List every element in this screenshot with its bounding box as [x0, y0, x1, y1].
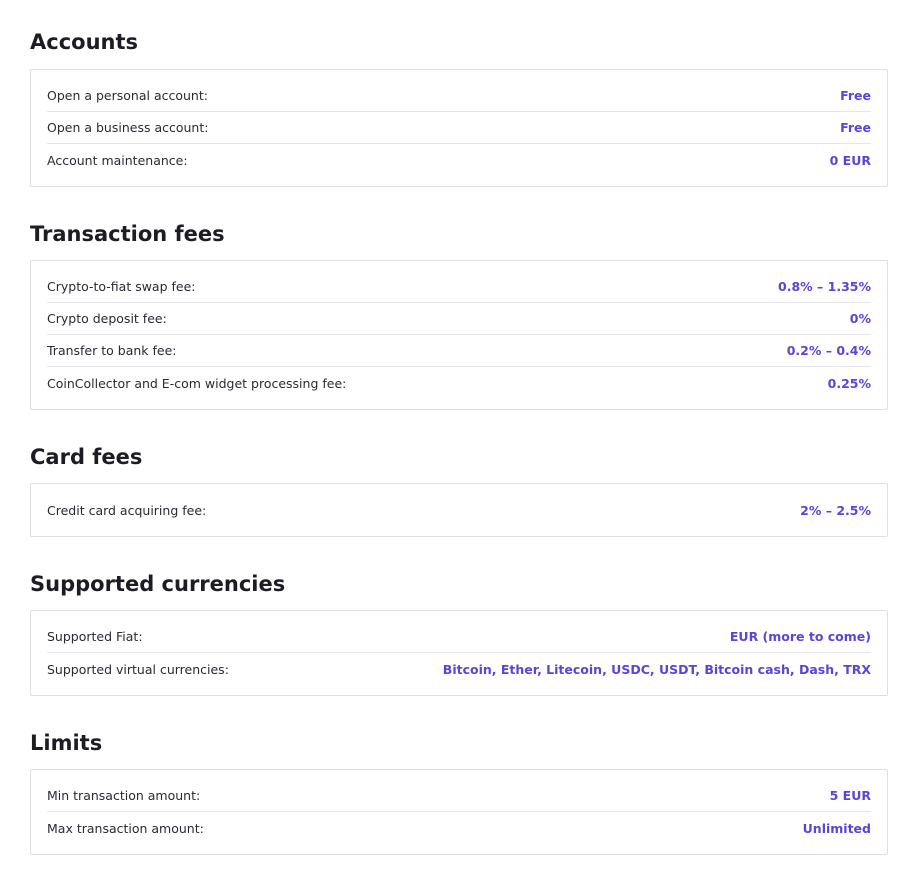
- row-value: 0 EUR: [829, 152, 871, 168]
- row-label: Max transaction amount:: [47, 820, 204, 836]
- table-row: [47, 80, 871, 112]
- fees-card: [30, 769, 888, 855]
- table-row: [47, 303, 871, 335]
- row-label: Supported Fiat:: [47, 629, 143, 644]
- row-value: 0.2% – 0.4%: [786, 343, 871, 358]
- section-title: Supported currencies: [30, 572, 286, 596]
- row-label: Credit card acquiring fee:: [47, 502, 207, 518]
- section-transaction-fees: [30, 221, 888, 391]
- table-row: [47, 621, 871, 653]
- row-value: 0%: [849, 311, 871, 326]
- row-label: Account maintenance:: [47, 152, 188, 168]
- row-label: CoinCollector and E-com widget processing fee:: [47, 375, 347, 391]
- row-value: 0.8% – 1.35%: [778, 279, 871, 294]
- table-row: [47, 335, 871, 367]
- table-row: [47, 112, 871, 144]
- row-label: Open a business account:: [47, 120, 209, 135]
- section-card-fees: [30, 444, 888, 518]
- row-label: Transfer to bank fee:: [47, 343, 177, 358]
- section-limits: [30, 730, 888, 836]
- row-value: Unlimited: [802, 820, 871, 836]
- fees-card: [30, 260, 888, 410]
- table-row: [47, 367, 871, 399]
- section-title: Card fees: [30, 445, 143, 469]
- row-value: Free: [840, 120, 871, 135]
- section-title: Accounts: [30, 30, 139, 54]
- section-supported-currencies: [30, 571, 888, 677]
- row-value: EUR (more to come): [729, 629, 871, 644]
- table-row: [47, 144, 871, 176]
- section-title: Transaction fees: [30, 222, 225, 246]
- fees-card: [30, 610, 888, 696]
- section-title: Limits: [30, 731, 103, 755]
- fees-card: [30, 69, 888, 187]
- row-value: Free: [840, 88, 871, 103]
- table-row: [47, 653, 871, 685]
- row-value: 0.25%: [827, 375, 871, 391]
- row-label: Crypto-to-fiat swap fee:: [47, 279, 196, 294]
- row-value: 2% – 2.5%: [800, 502, 871, 518]
- table-row: [47, 494, 871, 526]
- table-row: [47, 271, 871, 303]
- fees-card: [30, 483, 888, 537]
- row-label: Open a personal account:: [47, 88, 208, 103]
- row-label: Crypto deposit fee:: [47, 311, 167, 326]
- row-label: Supported virtual currencies:: [47, 661, 229, 677]
- table-row: [47, 780, 871, 812]
- section-accounts: [30, 29, 888, 168]
- row-label: Min transaction amount:: [47, 788, 201, 803]
- row-value: Bitcoin, Ether, Litecoin, USDC, USDT, Bitcoin cash, Dash, TRX: [442, 661, 871, 677]
- row-value: 5 EUR: [829, 788, 871, 803]
- table-row: [47, 812, 871, 844]
